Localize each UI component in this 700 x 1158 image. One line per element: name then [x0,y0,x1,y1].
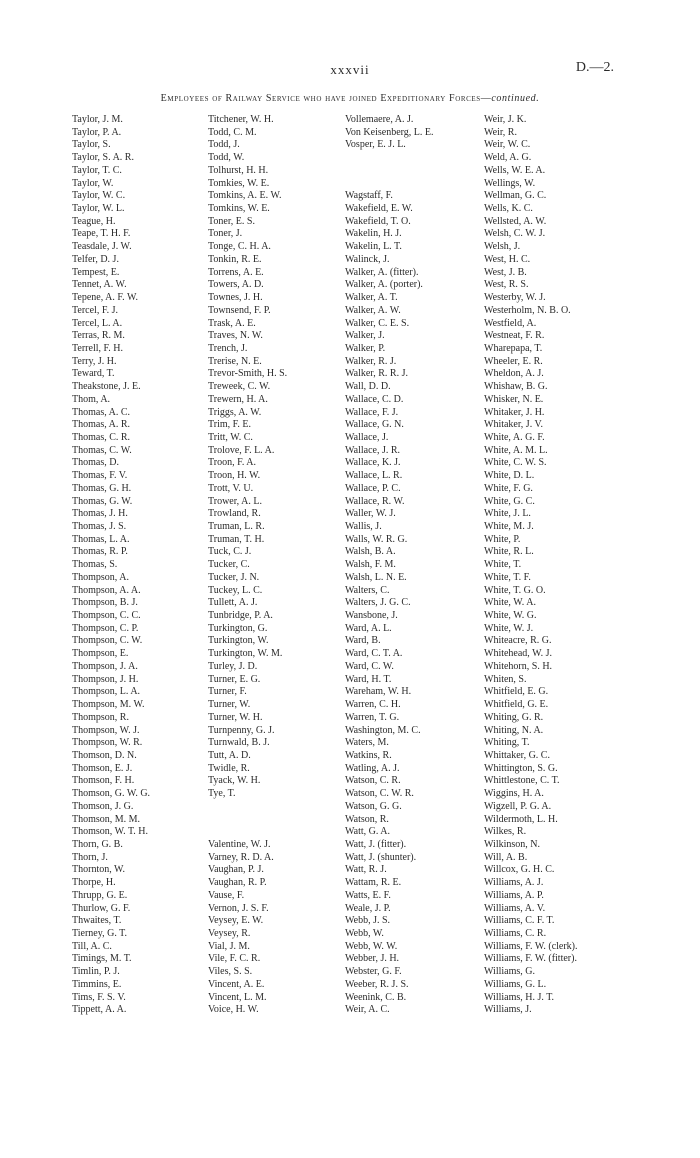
name-entry: Thomas, A. C. [72,406,131,418]
name-entry: Wallace, J. R. [345,444,401,456]
name-entry: Whisker, N. E. [484,393,544,405]
name-entry: Thrupp, G. E. [72,889,128,901]
name-entry: Wharepapa, T. [484,342,543,354]
name-entry: Ward, C. W. [345,660,394,672]
name-entry [208,814,287,827]
name-entry: Thompson, J. H. [72,673,139,685]
name-entry: Turnwald, B. J. [208,737,270,749]
name-entry: Tuck, C. J. [208,546,252,558]
name-entry: Wallace, G. N. [345,419,404,431]
name-entry: Wallace, L. R. [345,470,403,482]
name-entry: Trerise, N. E. [208,355,262,367]
name-entry: Viles, S. S. [208,966,253,978]
name-entry: Ward, A. L. [345,622,392,634]
name-entry: Vial, J. M. [208,940,250,952]
name-entry: Taylor, W. L. [72,203,125,215]
name-entry: Tepene, A. F. W. [72,292,138,304]
name-entry: West, H. C. [484,253,531,265]
name-column-4 [484,114,578,1017]
name-entry: Walsh, F. M. [345,559,396,571]
name-entry: Terrell, F. H. [72,342,123,354]
page-heading [0,93,700,104]
name-entry: Willcox, G. H. C. [484,864,555,876]
name-column-3 [345,114,434,1017]
name-entry: Tunbridge, P. A. [208,610,273,622]
name-entry: Tutt, A. D. [208,749,251,761]
name-entry: Trevor-Smith, H. S. [208,368,288,380]
name-entry: Tomkins, W. E. [208,203,270,215]
name-entry: Timings, M. T. [72,953,132,965]
name-entry: Thomas, J. S. [72,521,127,532]
name-entry: Weir, R. [484,126,517,138]
name-column-2 [208,114,287,1017]
name-entry: Wilkes, R. [484,826,527,838]
name-entry: Thomas, D. [72,457,119,469]
name-entry: Whittington, S. G. [484,762,558,774]
name-entry: Whitaker, J. H. [484,406,545,418]
name-entry: Taylor, S. [72,139,111,151]
heading-title: Employees of Railway Service who have joined Expeditionary Forces— [160,93,492,104]
section-reference: D.—2. [575,60,614,75]
name-entry: Wallis, J. [345,521,382,532]
name-entry: Thomas, C. R. [72,431,131,443]
name-entry: Vincent, A. E. [208,978,265,990]
name-entry: Traves, N. W. [208,330,263,342]
name-entry: Weeber, R. J. S. [345,978,409,990]
name-entry: Thompson, A. [72,571,129,583]
name-entry: Thomson, E. J. [72,762,133,774]
name-entry: Wallace, J. [345,431,389,443]
name-entry: Westneat, F. R. [484,330,545,342]
name-entry: Warren, C. H. [345,699,401,711]
name-entry [208,826,287,839]
name-entry: Terras, R. M. [72,330,125,342]
name-entry: Thompson, C. C. [72,610,141,622]
name-entry: White, A. M. L. [484,444,548,456]
name-entry: Thom, A. [72,393,111,405]
name-entry: Thomas, L. A. [72,533,130,545]
name-entry: Wheeler, E. R. [484,355,543,367]
name-entry: Webb, W. W. [345,940,398,952]
name-entry: Wigzell, P. G. A. [484,800,552,812]
name-entry: Williams, A. J. [484,877,544,889]
name-entry: Von Keisenberg, L. E. [345,126,434,138]
name-entry: Terry, J. H. [72,355,117,367]
name-entry: Thomson, W. T. H. [72,826,149,838]
name-entry: White, W. G. [484,610,537,622]
name-entry: Turnpenny, G. J. [208,724,275,736]
name-entry: Wansbone, J. [345,610,398,622]
name-entry: Whitfield, G. E. [484,699,549,711]
name-entry: Telfer, D. J. [72,253,119,265]
name-entry: Whitehead, W. J. [484,648,553,660]
name-entry: Williams, F. W. (fitter). [484,953,577,965]
name-entry: Thompson, L. A. [72,686,141,698]
name-entry: Walker, A. W. [345,304,401,316]
name-entry: Thomas, C. W. [72,444,132,456]
name-entry: Thompson, W. R. [72,737,143,749]
name-entry: Turner, F. [208,686,247,698]
name-entry: Weir, A. C. [345,1004,390,1016]
name-entry: Thompson, C. W. [72,635,143,647]
name-entry: Williams, A. V. [484,902,546,914]
name-entry: Wheldon, A. J. [484,368,544,380]
name-entry: Wells, K. C. [484,203,533,215]
name-entry: Todd, C. M. [208,126,257,138]
name-entry: Whitehorn, S. H. [484,660,553,672]
name-entry: Thurlow, G. F. [72,902,131,914]
heading-continued: continued. [491,93,540,104]
name-entry [208,801,287,814]
name-entry: Troon, H. W. [208,470,261,482]
name-entry: Westfield, A. [484,317,537,329]
name-entry: Trower, A. L. [208,495,262,507]
name-entry: Taylor, W. [72,177,114,189]
name-entry: Vollemaere, A. J. [345,114,414,125]
name-entry: Welsh, J. [484,241,521,253]
name-entry: Trask, A. E. [208,317,256,329]
name-entry: Vaughan, P. J. [208,864,264,876]
name-entry: Watt, J. (shunter). [345,851,417,863]
name-entry: Washington, M. C. [345,724,421,736]
name-entry: Thompson, A. A. [72,584,141,596]
name-entry: White, R. L. [484,546,534,558]
name-entry [345,165,434,178]
name-entry: Wellings, W. [484,177,536,189]
name-entry: Weir, J. K. [484,114,527,125]
name-entry: Walker, J. [345,330,385,342]
name-entry: Turkington, G. [208,622,268,634]
name-entry: Troon, F. A. [208,457,257,469]
name-entry: Tercel, L. A. [72,317,123,329]
name-entry: Thomas, G. W. [72,495,133,507]
name-entry: Veysey, R. [208,928,251,939]
name-entry: Walters, J. G. C. [345,597,411,609]
name-entry: Thomas, G. H. [72,482,132,494]
name-entry: Walls, W. R. G. [345,533,408,545]
name-entry: Tercel, F. J. [72,304,118,316]
name-entry: Thomson, J. G. [72,800,134,812]
name-entry: Turner, W. [208,699,251,711]
name-entry: Walker, R. J. [345,355,397,367]
name-entry: Tuckey, L. C. [208,584,263,596]
name-entry: Wilkinson, N. [484,838,540,850]
name-entry: Whittaker, G. C. [484,749,550,761]
name-entry: Watson, R. [345,813,389,825]
name-entry: Williams, C. F. T. [484,915,555,927]
name-entry: Taylor, T. C. [72,164,122,176]
name-entry: West, R. S. [484,279,529,291]
name-entry: Tonge, C. H. A. [208,241,271,253]
name-entry: Thomas, A. R. [72,419,131,431]
name-entry: Tritt, W. C. [208,431,253,443]
name-entry: Turner, E. G. [208,673,261,685]
name-entry: Watson, C. W. R. [345,788,414,800]
name-entry: Watson, G. G. [345,800,402,812]
name-entry: Williams, C. R. [484,928,547,939]
name-entry: Trim, F. E. [208,419,252,431]
name-entry: Ward, H. T. [345,673,392,685]
name-entry: Titchener, W. H. [208,114,274,125]
name-entry: Westerholm, N. B. O. [484,304,571,316]
name-entry: Webster, G. F. [345,966,402,978]
name-entry [345,152,434,165]
name-entry: Walker, C. E. S. [345,317,410,329]
name-entry: Timlin, P. J. [72,966,120,978]
name-entry: Webb, W. [345,928,384,939]
name-entry: White, T. [484,559,522,571]
name-entry: Vosper, E. J. L. [345,139,406,151]
name-entry: White, T. G. O. [484,584,546,596]
name-entry: Wakefield, E. W. [345,203,413,215]
name-entry: Thwaites, T. [72,915,122,927]
name-entry: Todd, W. [208,152,245,164]
name-entry: Wallace, P. C. [345,482,401,494]
name-entry: White, C. W. S. [484,457,547,469]
name-entry: Williams, J. [484,1004,532,1016]
name-entry: Turley, J. D. [208,660,258,672]
name-entry: Teward, T. [72,368,115,380]
name-entry: Wakelin, L. T. [345,241,402,253]
name-entry: Thornton, W. [72,864,126,876]
name-entry: White, J. L. [484,508,531,520]
name-entry: Tempest, E. [72,266,120,278]
name-entry: Walsh, L. N. E. [345,571,407,583]
name-entry: Tomkins, A. E. W. [208,190,282,202]
name-entry: Teape, T. H. F. [72,228,131,240]
name-entry: Trowland, R. [208,508,261,520]
name-entry: Wallace, F. J. [345,406,399,418]
name-entry: Trolove, F. L. A. [208,444,275,456]
name-entry: Wareham, W. H. [345,686,412,698]
name-entry: Wallace, K. J. [345,457,401,469]
name-entry: Tomkies, W. E. [208,177,270,189]
name-entry: Wellman, G. C. [484,190,547,202]
name-entry: Trench, J. [208,342,248,354]
name-entry: Ward, B. [345,635,381,647]
name-entry: Wildermoth, L. H. [484,813,558,825]
name-entry: Watt, G. A. [345,826,391,838]
name-entry: Ward, C. T. A. [345,648,403,660]
name-entry: Wakelin, H. J. [345,228,402,240]
name-entry: Tyack, W. H. [208,775,261,787]
name-column-1 [72,114,150,1017]
name-entry: Westerby, W. J. [484,292,546,304]
name-entry: Triggs, A. W. [208,406,262,418]
name-entry: Taylor, J. M. [72,114,123,125]
name-entry: Wallace, C. D. [345,393,404,405]
name-entry: Toner, J. [208,228,243,240]
name-entry: Treweek, C. W. [208,381,271,393]
name-entry: Twidle, R. [208,762,250,774]
name-entry: Walker, A. (fitter). [345,266,419,278]
name-entry: Walker, A. T. [345,292,398,304]
name-entry: Williams, F. W. (clerk). [484,940,578,952]
name-entry: Wagstaff, F. [345,190,393,202]
name-entry: Tye, T. [208,788,236,800]
name-entry: Thorpe, H. [72,877,116,889]
name-entry: Teague, H. [72,215,116,227]
name-entry: Tippett, A. A. [72,1004,127,1016]
name-entry: Townes, J. H. [208,292,263,304]
name-entry: Tonkin, R. E. [208,253,262,265]
name-entry: Thomas, S. [72,559,118,571]
name-entry: Vincent, L. M. [208,991,267,1003]
name-entry: Watling, A. J. [345,762,400,774]
name-entry: Webb, J. S. [345,915,391,927]
name-entry: Will, A. B. [484,851,528,863]
name-entry: Wellsted, A. W. [484,215,547,227]
name-entry: Weir, W. C. [484,139,531,151]
name-entry: Thomson, D. N. [72,749,137,761]
name-entry: Tierney, G. T. [72,928,127,939]
name-entry: Whitfield, E. G. [484,686,549,698]
name-entry: Thomas, F. V. [72,470,128,482]
name-entry: Walker, A. (porter). [345,279,423,291]
name-entry: Tolhurst, H. H. [208,164,269,176]
name-entry: Wattam, R. E. [345,877,402,889]
name-entry: Thompson, M. W. [72,699,145,711]
name-entry: Whiteacre, R. G. [484,635,552,647]
name-entry: Walker, P. [345,342,386,354]
name-entry: Turkington, W. [208,635,269,647]
name-entry: Weld, A. G. [484,152,532,164]
name-entry: Whitaker, J. V. [484,419,543,431]
name-entry: Toner, E. S. [208,215,255,227]
name-entry: Thorn, J. [72,851,108,863]
name-entry: Thomson, G. W. G. [72,788,151,800]
name-entry: Voice, H. W. [208,1004,259,1016]
name-entry: Thorn, G. B. [72,838,123,850]
name-entry: Tucker, J. N. [208,571,260,583]
name-entry: Vaughan, R. P. [208,877,267,889]
name-entry: Williams, H. J. T. [484,991,555,1003]
name-entry: Thomson, M. M. [72,813,141,825]
name-entry: West, J. B. [484,266,527,278]
name-entry: White, T. F. [484,571,531,583]
name-entry: Thompson, R. [72,711,129,723]
name-entry: Watkins, R. [345,749,392,761]
name-entry: Veysey, E. W. [208,915,264,927]
name-entry: Wallace, R. W. [345,495,405,507]
name-entry: White, M. J. [484,521,534,532]
name-entry: White, D. L. [484,470,535,482]
name-entry: Walsh, B. A. [345,546,396,558]
name-entry: Theakstone, J. E. [72,381,141,393]
name-entry: Taylor, P. A. [72,126,122,138]
name-entry: Whiting, G. R. [484,711,544,723]
name-entry: Watts, E. F. [345,889,391,901]
name-entry: Wiggins, H. A. [484,788,544,800]
name-entry: Walters, C. [345,584,390,596]
name-entry: Towers, A. D. [208,279,264,291]
name-entry: Thomas, R. P. [72,546,128,558]
name-entry: Trott, V. U. [208,482,254,494]
name-entry: Thompson, W. J. [72,724,140,736]
name-entry: Watt, J. (fitter). [345,838,407,850]
name-entry: Trewern, H. A. [208,393,268,405]
name-entry: Townsend, F. P. [208,304,271,316]
name-entry: Whiting, T. [484,737,530,749]
name-entry: Weale, J. P. [345,902,391,914]
name-entry: Watson, C. R. [345,775,401,787]
name-entry: Waters, M. [345,737,389,749]
name-entry: White, F. G. [484,482,533,494]
name-entry: Weenink, C. B. [345,991,407,1003]
name-entry: Williams, G. L. [484,978,547,990]
name-entry: Turner, W. H. [208,711,263,723]
name-entry: Tims, F. S. V. [72,991,126,1003]
name-entry: Wall, D. D. [345,381,391,393]
name-entry: Walinck, J. [345,253,390,265]
name-entry: Tennet, A. W. [72,279,127,291]
name-entry: Warren, T. G. [345,711,400,723]
name-entry: Todd, J. [208,139,240,151]
name-entry: Thompson, C. P. [72,622,139,634]
name-entry: White, P. [484,533,521,545]
name-entry: Vernon, J. S. F. [208,902,269,914]
name-entry: Williams, G. [484,966,535,978]
name-entry: Waller, W. J. [345,508,396,520]
name-entry: Whiten, S. [484,673,527,685]
name-entry: Turkington, W. M. [208,648,283,660]
name-entry: Whiting, N. A. [484,724,544,736]
name-entry: White, G. C. [484,495,535,507]
name-entry: White, W. A. [484,597,536,609]
name-entry: Watt, R. J. [345,864,387,876]
name-entry: Taylor, W. C. [72,190,126,202]
name-entry: Till, A. C. [72,940,112,952]
name-entry: Tucker, C. [208,559,250,571]
name-entry: Whishaw, B. G. [484,381,548,393]
name-entry: Truman, T. H. [208,533,265,545]
name-entry: Welsh, C. W. J. [484,228,546,240]
name-entry: Thomson, F. H. [72,775,135,787]
name-entry: Walker, R. R. J. [345,368,408,380]
name-entry: White, W. J. [484,622,534,634]
name-entry: Taylor, S. A. R. [72,152,134,164]
name-entry: Teasdale, J. W. [72,241,132,253]
name-entry: White, A. G. F. [484,431,545,443]
name-entry: Webber, J. H. [345,953,400,965]
name-entry: Thomas, J. H. [72,508,128,520]
name-entry: Timmins, E. [72,978,122,990]
name-entry: Vile, F. C. R. [208,953,261,965]
name-entry: Williams, A. P. [484,889,544,901]
name-entry: Thompson, J. A. [72,660,138,672]
name-entry: Thompson, E. [72,648,129,660]
name-entry: Wakefield, T. O. [345,215,411,227]
name-entry: Tullett, A. J. [208,597,258,609]
name-entry [345,178,434,191]
name-entry: Varney, R. D. A. [208,851,274,863]
name-entry: Thompson, B. J. [72,597,138,609]
name-entry: Vause, F. [208,889,245,901]
name-entry: Valentine, W. J. [208,838,271,850]
name-entry: Whittlestone, C. T. [484,775,560,787]
name-entry: Wells, W. E. A. [484,164,546,176]
name-entry: Torrens, A. E. [208,266,264,278]
page-number: xxxvii [330,62,370,77]
name-entry: Truman, L. R. [208,521,265,532]
